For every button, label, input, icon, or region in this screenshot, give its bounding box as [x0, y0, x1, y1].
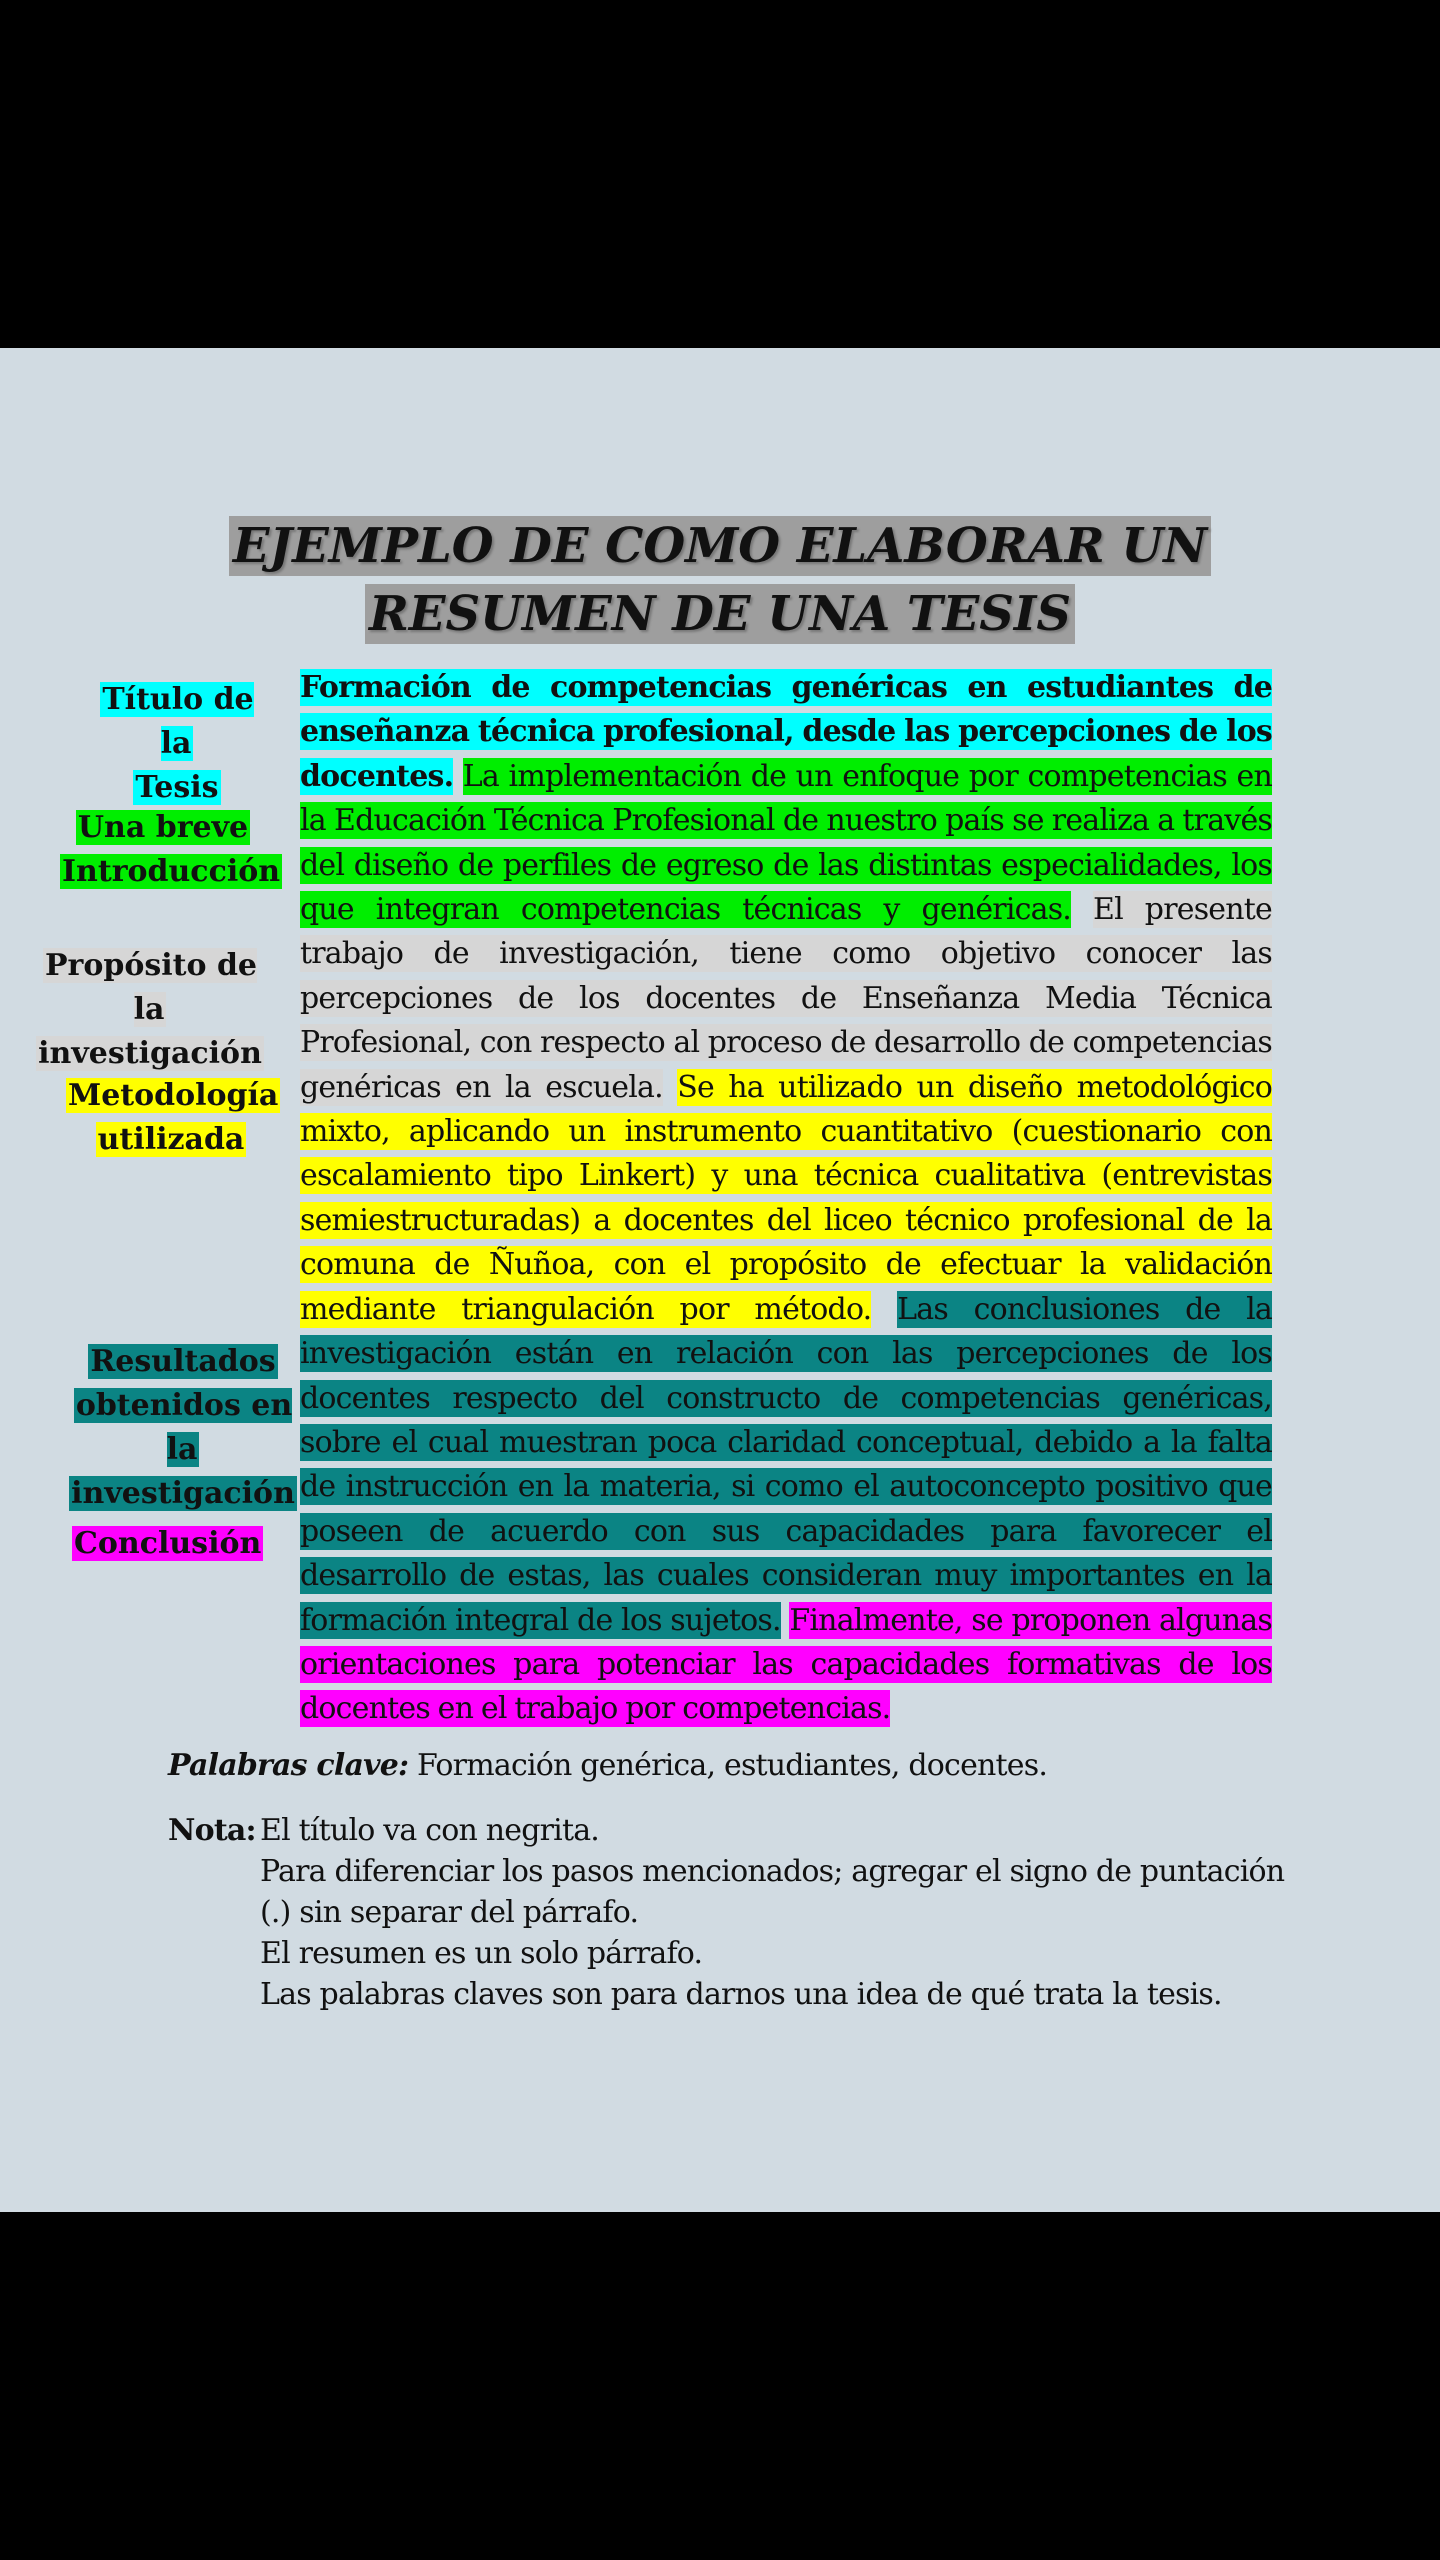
keywords-text: Formación genérica, estudiantes, docentes. [417, 1748, 1048, 1783]
abstract-results: Las conclusiones de la investigación están en relación con las percepciones de los docentes respecto del constructo de competencias genéricas, sobre el cual muestran poca claridad conceptual, debido a la falta de instrucción en la materia, si como el autoconcepto positivo que poseen de acuerdo con sus capacidades para favorecer el desarrollo de estas, las cuales consideran muy importantes en la formación integral de los sujetos. [300, 1291, 1272, 1638]
nota-line: Para diferenciar los pasos mencionados; agregar el signo de puntación [260, 1854, 1285, 1889]
page-title [0, 512, 1440, 648]
label-metodologia: Metodología utilizada [68, 1078, 279, 1157]
abstract-title: Formación de competencias genéricas en estudiantes de enseñanza técnica profesional, desde las percepciones de los docentes. [300, 670, 1272, 794]
nota-line: Las palabras claves son para darnos una idea de qué trata la tesis. [260, 1977, 1222, 2012]
label-proposito: Propósito de la investigación [38, 948, 262, 1071]
nota-line: (.) sin separar del párrafo. [260, 1895, 639, 1930]
label-resultados: Resultados obtenidos en la investigación [71, 1344, 295, 1511]
keywords-line [168, 1748, 1047, 1783]
nota-line: El resumen es un solo párrafo. [260, 1936, 703, 1971]
nota-line: El título va con negrita. [260, 1813, 600, 1848]
abstract-conclusion: Finalmente, se proponen algunas orientaciones para potenciar las capacidades formativas de los docentes en el trabajo por competencias. [300, 1602, 1272, 1727]
abstract-purpose: El presente trabajo de investigación, tiene como objetivo conocer las percepciones de los docentes de Enseñanza Media Técnica Profesional, con respecto al proceso de desarrollo de competencias genéricas en la escuela. [300, 892, 1272, 1105]
title-line-1: EJEMPLO DE COMO ELABORAR UN [229, 516, 1211, 576]
label-conclusion: Conclusión [74, 1526, 262, 1561]
keywords-label: Palabras clave: [168, 1748, 409, 1783]
abstract-method: Se ha utilizado un diseño metodológico mixto, aplicando un instrumento cuantitativo (cuestionario con escalamiento tipo Linkert) y una técnica cualitativa (entrevistas semiestructuradas) a docentes del liceo técnico profesional de la comuna de Ñuñoa, con el propósito de efectuar la validación mediante triangulación por método. [300, 1069, 1272, 1327]
label-titulo: Título de la Tesis [102, 682, 254, 805]
nota-label: Nota: [168, 1813, 256, 1848]
document-page [0, 348, 1440, 2212]
nota-lines [260, 1810, 1285, 2015]
label-introduccion: Una breve Introducción [62, 810, 281, 889]
abstract-paragraph [300, 666, 1272, 1732]
abstract-intro: La implementación de un enfoque por competencias en la Educación Técnica Profesional de nuestro país se realiza a través del diseño de perfiles de egreso de las distintas especialidades, los que integran competencias técnicas y genéricas. [300, 758, 1272, 928]
title-line-2: RESUMEN DE UNA TESIS [365, 584, 1075, 644]
